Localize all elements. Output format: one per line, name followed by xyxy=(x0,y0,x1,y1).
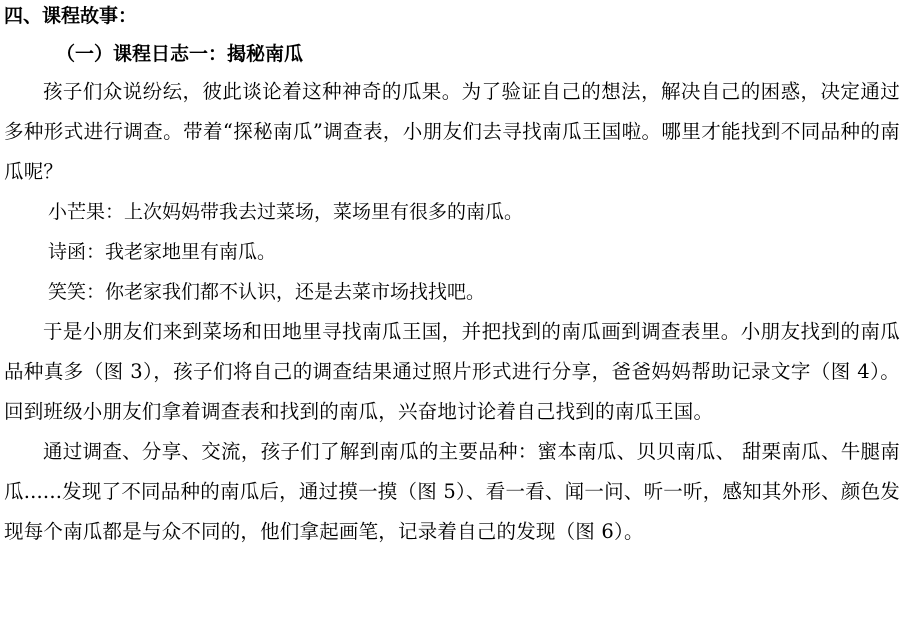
sub-heading: （一）课程日志一：揭秘南瓜 xyxy=(56,43,304,65)
dialogue-line: 诗函：我老家地里有南瓜。 xyxy=(48,241,277,263)
dialogue-line: 笑笑：你老家我们都不认识，还是去菜市场找找吧。 xyxy=(48,281,486,303)
paragraph-intro: 孩子们众说纷纭，彼此谈论着这种神奇的瓜果。为了验证自己的想法，解决自己的困惑，决定通过多种形式进行调查。带着“探秘南瓜”调查表，小朋友们去寻找南瓜王国啦。哪里才能找到不同品种的南瓜呢？ xyxy=(4,80,900,183)
section-heading: 四、课程故事： xyxy=(4,5,138,27)
dialogue-line: 小芒果：上次妈妈带我去过菜场，菜场里有很多的南瓜。 xyxy=(48,201,524,223)
paragraph-survey: 于是小朋友们来到菜场和田地里寻找南瓜王国，并把找到的南瓜画到调查表里。小朋友找到的南瓜品种真多（图 3），孩子们将自己的调查结果通过照片形式进行分享，爸爸妈妈帮助记录文字（图 4）。回到班级小朋友们拿着调查表和找到的南瓜，兴奋地讨论着自己找到的南瓜王国。 xyxy=(4,320,900,423)
paragraph-varieties: 通过调查、分享、交流，孩子们了解到南瓜的主要品种：蜜本南瓜、贝贝南瓜、 甜栗南瓜、牛腿南瓜......发现了不同品种的南瓜后，通过摸一摸（图 5）、看一看、闻一问、听一听，感知其外形、颜色发现每个南瓜都是与众不同的，他们拿起画笔，记录着自己的发现（图 6）。 xyxy=(4,440,900,543)
